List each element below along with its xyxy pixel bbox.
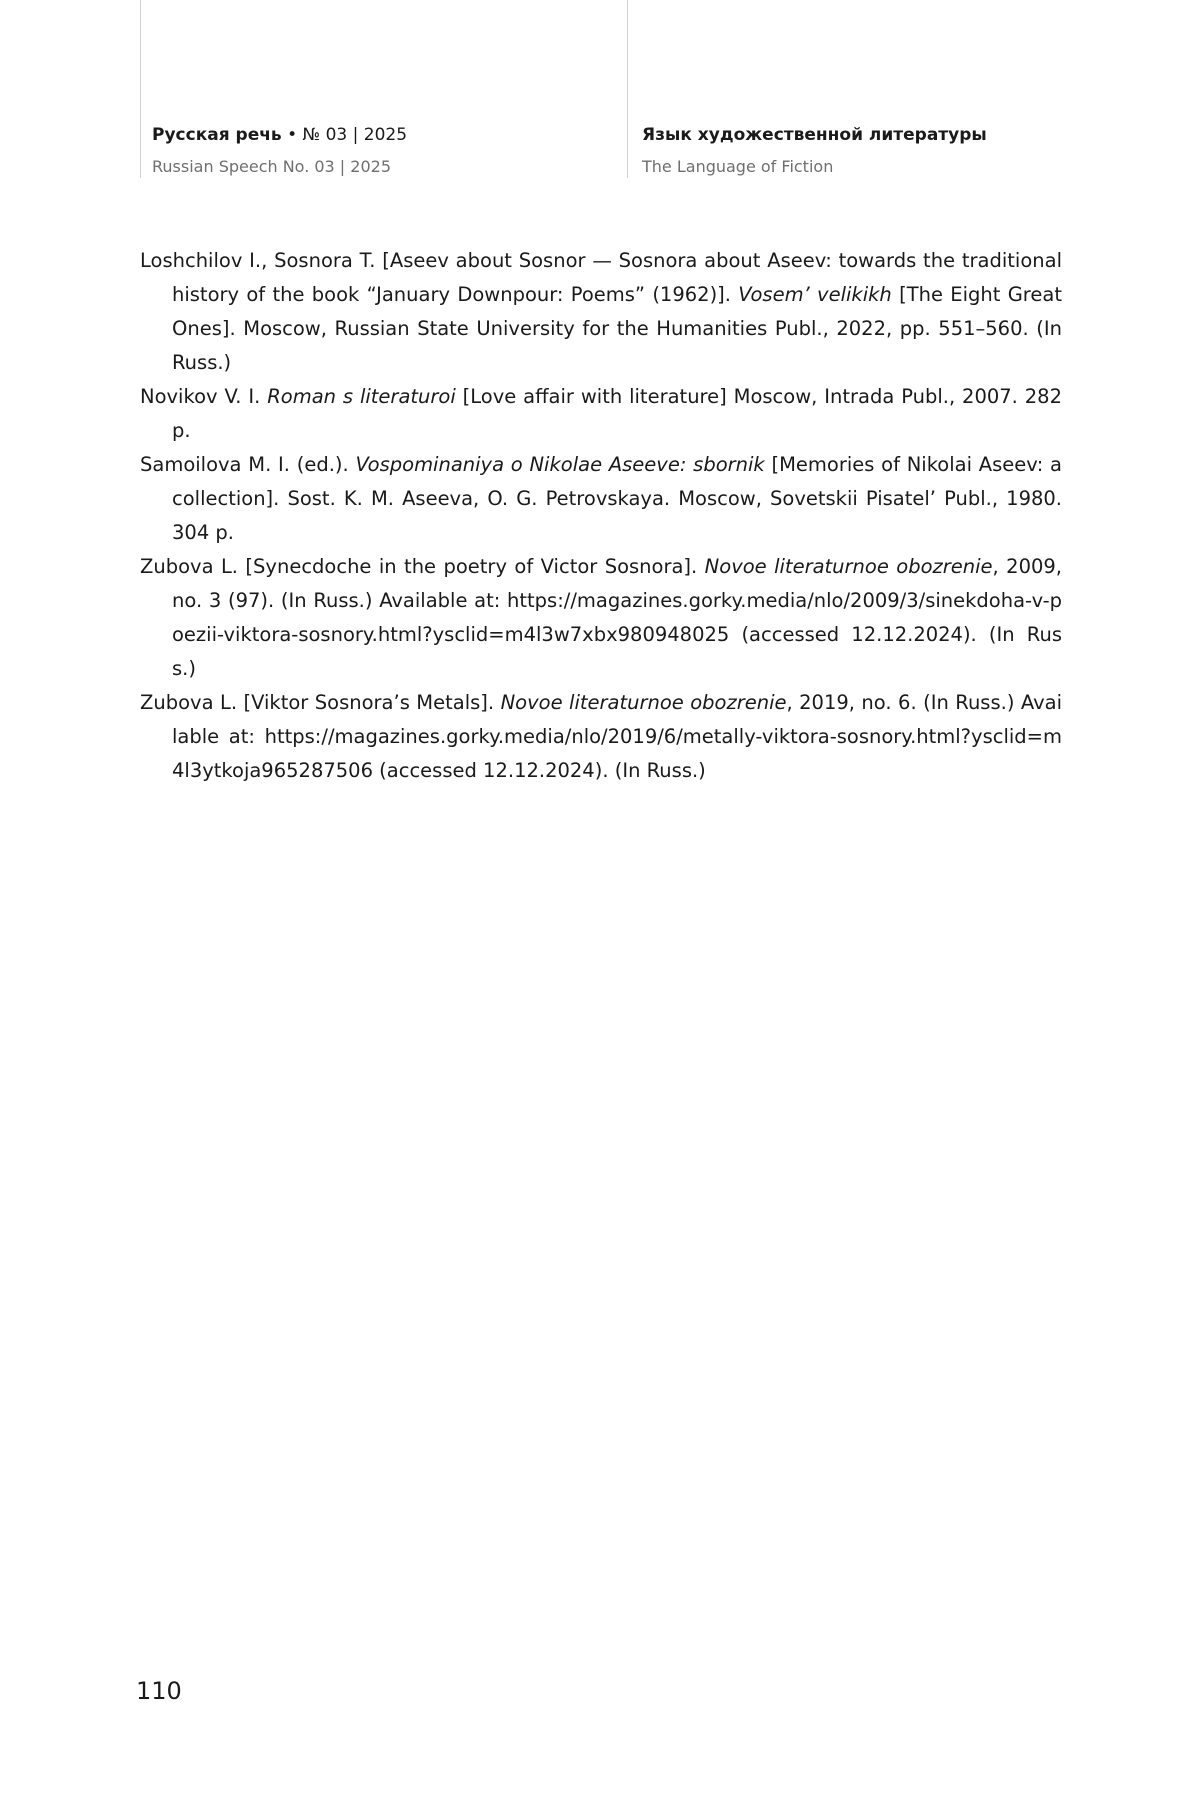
journal-title-line [152,124,407,146]
reference-title: Vosem’ velikikh [738,283,892,306]
section-title-ru: Язык художественной литературы [642,125,987,145]
reference-list [140,244,1062,788]
reference-item [140,686,1062,788]
journal-issue-ru: • № 03 | 2025 [281,125,408,145]
journal-title-ru: Русская речь [152,125,282,145]
reference-title: Novoe literaturnoe obozrenie [704,555,993,578]
header-divider-right [627,0,628,178]
journal-title-en: Russian Speech No. 03 | 2025 [152,157,391,176]
section-title-line [642,124,987,146]
page-number: 110 [136,1677,182,1705]
reference-text: Samoilova M. I. (ed.). [140,453,356,476]
section-title-en: The Language of Fiction [642,157,834,176]
running-header-journal [152,124,407,178]
reference-text: Zubova L. [Viktor Sosnora’s Metals]. [140,691,501,714]
reference-title: Roman s literaturoi [267,385,456,408]
reference-text: [Memories of Nikolai Aseev: a collection]. Sost. K. M. Aseeva, O. G. Petrovskaya. Moscow, Sovetskii Pisatel’ Publ., 1980. 304 p. [172,453,1062,544]
reference-text: , 2019, no. 6. (In Russ.) Available at: https://magazines.gorky.media/nlo/2019/6/metally-viktora-sosnory.html?ysclid=m4l3ytkoja965287506 (accessed 12.12.2024). (In Russ.) [172,691,1062,782]
reference-title: Novoe literaturnoe obozrenie [500,691,787,714]
reference-item [140,550,1062,686]
header-divider-left [140,0,141,178]
reference-text: Zubova L. [Synecdoche in the poetry of Victor Sosnora]. [140,555,705,578]
reference-item [140,244,1062,380]
running-header-section [642,124,987,178]
reference-text: Loshchilov I., Sosnora T. [Aseev about Sosnor — Sosnora about Aseev: towards the traditional history of the book “January Downpour: Poems” (1962)]. [140,249,1062,306]
reference-item [140,380,1062,448]
reference-item [140,448,1062,550]
reference-text: Novikov V. I. [140,385,268,408]
reference-text: [The Eight Great Ones]. Moscow, Russian State University for the Humanities Publ., 2022, pp. 551–560. (In Russ.) [172,283,1062,374]
reference-text: , 2009, no. 3 (97). (In Russ.) Available at: https://magazines.gorky.media/nlo/2009/3/sinekdoha-v-poezii-viktora-sosnory.html?ysclid=m4l3w7xbx980948025 (accessed 12.12.2024). (In Russ.) [172,555,1062,680]
reference-text: [Love affair with literature] Moscow, Intrada Publ., 2007. 282 p. [172,385,1062,442]
reference-title: Vospominaniya o Nikolae Aseeve: sbornik [355,453,765,476]
